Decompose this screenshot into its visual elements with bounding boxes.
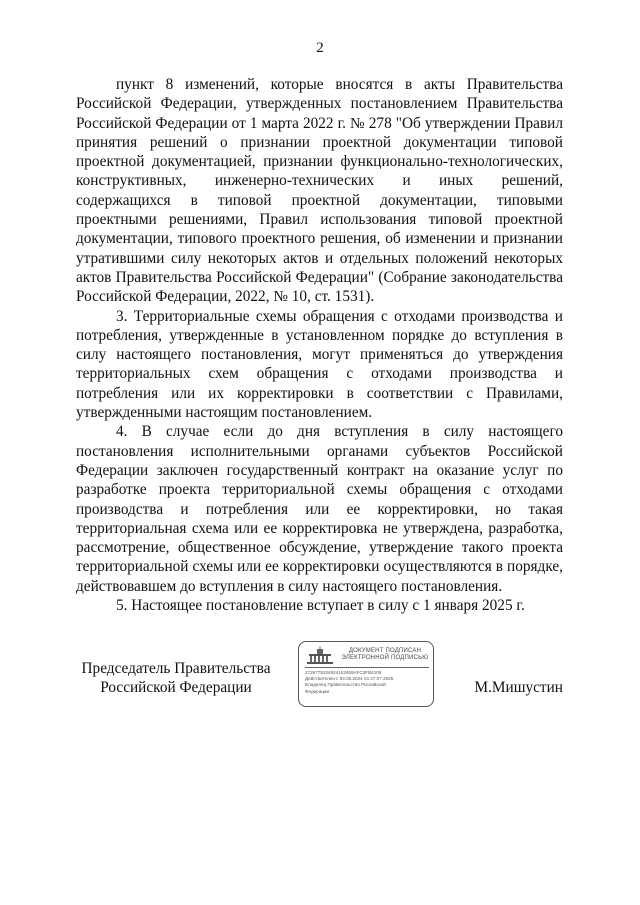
stamp-title-line1: ДОКУМЕНТ ПОДПИСАН <box>348 648 422 654</box>
paragraph-item-3: 3. Территориальные схемы обращения с отходами производства и потребления, утвержденные в установленном порядке до вступления в силу настоящего постановления, могут применяться до утверждения территориальных схем обращения с отходами производства и потребления или их корректировки в соответствии с Правилами, утвержденными настоящим постановлением. <box>76 307 563 422</box>
document-body <box>76 75 563 615</box>
government-building-icon <box>305 646 335 666</box>
stamp-details <box>305 670 431 695</box>
stamp-certificate: 2726779104924152469AFC3FB4109 <box>305 670 382 675</box>
signatory-position-line2: Российской Федерации <box>100 679 252 697</box>
page-number: 2 <box>316 40 324 56</box>
signatory-name: М.Мишустин <box>474 679 563 696</box>
stamp-validity: Действителен с 03.05.2024 по 27.07.2025 <box>305 676 394 682</box>
signatory-position <box>76 659 276 698</box>
paragraph-item-4: 4. В случае если до дня вступления в силу настоящего постановления исполнительными органами субъектов Российской Федерации заключен государственный контракт на оказание услуг по разработке проекта территориальной схемы обращения с отходами производства и потребления или ее корректировки, но такая территориальная схема или ее корректировка не утверждена, разработка, рассмотрение, общественное обсуждение, утверждение такого проекта территориальной схемы или ее корректировки осуществляются в порядке, действовавшем до вступления в силу настоящего постановления. <box>76 423 563 595</box>
paragraph-item-5: 5. Настоящее постановление вступает в силу с 1 января 2025 г. <box>116 597 525 615</box>
stamp-title <box>339 648 431 662</box>
signatory-position-line1: Председатель Правительства <box>81 660 271 677</box>
electronic-signature-stamp <box>298 641 434 707</box>
stamp-title-line2: ЭЛЕКТРОННОЙ ПОДПИСЬЮ <box>341 655 429 661</box>
stamp-divider <box>305 667 429 668</box>
paragraph-continuation: пункт 8 изменений, которые вносятся в акты Правительства Российской Федерации, утвержденных постановлением Правительства Российской Федерации от 1 марта 2022 г. № 278 "Об утверждении Правил принятия решений о признании проектной документации типовой проектной документацией, признании функционально-технологических, конструктивных, инженерно-технических и иных решений, содержащихся в типовой проектной документации, типовыми проектными решениями, Правил использования типовой проектной документации, типового проектного решения, об изменении и признании утратившими силу некоторых актов и отдельных положений некоторых актов Правительства Российской Федерации" (Собрание законодательства Российской Федерации, 2022, № 10, ст. 1531). <box>76 76 563 306</box>
stamp-owner-line2: Федерации <box>305 688 330 694</box>
stamp-owner-line1: Владелец Правительство Российской <box>305 682 386 688</box>
